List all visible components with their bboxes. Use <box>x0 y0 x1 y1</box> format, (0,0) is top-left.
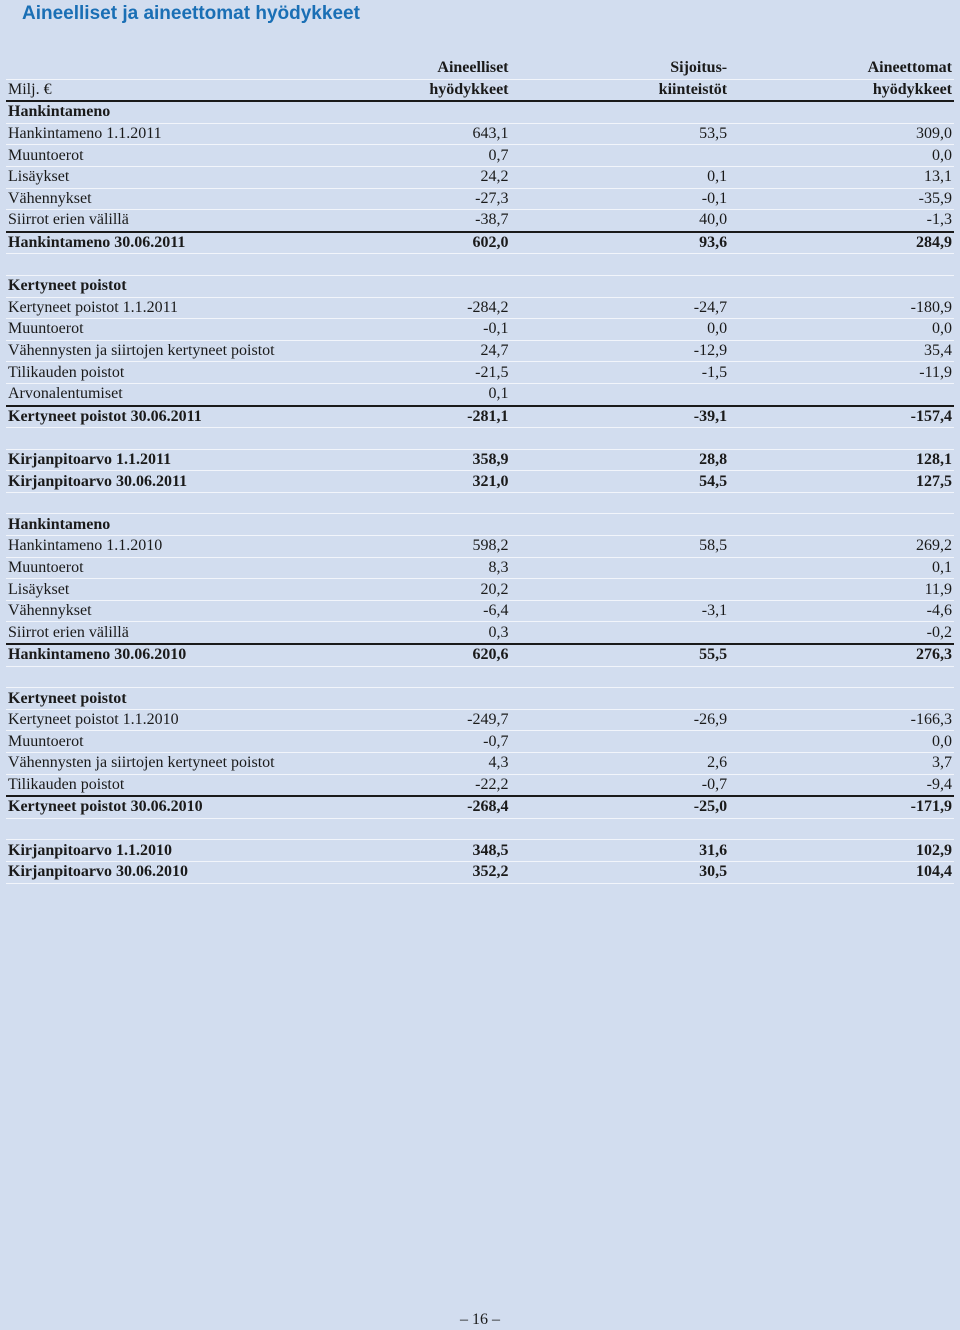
value-cell: 269,2 <box>729 536 954 558</box>
table-row <box>6 861 954 883</box>
value-cell: 127,5 <box>729 471 954 493</box>
value-cell: 40,0 <box>511 210 730 232</box>
value-cell <box>511 818 730 840</box>
row-label: Lisäykset <box>6 579 290 601</box>
row-label: Hankintameno 1.1.2010 <box>6 536 290 558</box>
value-cell: 0,0 <box>729 145 954 167</box>
value-cell <box>729 492 954 514</box>
value-cell: 11,9 <box>729 579 954 601</box>
row-label: Tilikauden poistot <box>6 362 290 384</box>
value-cell: -26,9 <box>511 709 730 731</box>
value-cell <box>511 101 730 123</box>
table-row <box>6 840 954 862</box>
value-cell: -35,9 <box>729 188 954 210</box>
value-cell: 0,7 <box>290 145 511 167</box>
value-cell: -171,9 <box>729 796 954 818</box>
value-cell: 348,5 <box>290 840 511 862</box>
row-label: Kirjanpitoarvo 30.06.2010 <box>6 861 290 883</box>
value-cell <box>511 514 730 536</box>
row-label: Hankintameno <box>6 101 290 123</box>
value-cell <box>511 492 730 514</box>
spacer-row <box>6 428 954 450</box>
value-cell: 24,7 <box>290 340 511 362</box>
value-cell <box>290 428 511 450</box>
value-cell: 0,0 <box>511 319 730 341</box>
value-cell: 284,9 <box>729 232 954 254</box>
unit-label: Milj. € <box>6 79 290 101</box>
value-cell <box>729 101 954 123</box>
row-label: Siirrot erien välillä <box>6 622 290 644</box>
value-cell: 55,5 <box>511 644 730 666</box>
value-cell: 2,6 <box>511 753 730 775</box>
table-row <box>6 166 954 188</box>
table-row <box>6 579 954 601</box>
row-label: Muuntoerot <box>6 731 290 753</box>
row-label: Kertyneet poistot 30.06.2011 <box>6 406 290 428</box>
value-cell: 4,3 <box>290 753 511 775</box>
value-cell <box>290 818 511 840</box>
value-cell: -0,1 <box>511 188 730 210</box>
value-cell: -0,1 <box>290 319 511 341</box>
value-cell: 602,0 <box>290 232 511 254</box>
value-cell: -4,6 <box>729 600 954 622</box>
row-label: Hankintameno 1.1.2011 <box>6 123 290 145</box>
value-cell <box>729 275 954 297</box>
value-cell: 352,2 <box>290 861 511 883</box>
row-label: Muuntoerot <box>6 319 290 341</box>
header-cell: Aineettomat <box>729 58 954 79</box>
table-row <box>6 557 954 579</box>
value-cell <box>729 818 954 840</box>
value-cell: 643,1 <box>290 123 511 145</box>
table-row <box>6 471 954 493</box>
value-cell <box>729 514 954 536</box>
value-cell <box>290 492 511 514</box>
value-cell: -3,1 <box>511 600 730 622</box>
row-label: Kertyneet poistot 30.06.2010 <box>6 796 290 818</box>
value-cell: 321,0 <box>290 471 511 493</box>
value-cell: 58,5 <box>511 536 730 558</box>
table-row <box>6 406 954 428</box>
spacer-row <box>6 254 954 276</box>
row-label: Kertyneet poistot 1.1.2010 <box>6 709 290 731</box>
value-cell <box>290 666 511 688</box>
value-cell: 598,2 <box>290 536 511 558</box>
value-cell <box>729 383 954 405</box>
table-row <box>6 145 954 167</box>
value-cell: 20,2 <box>290 579 511 601</box>
row-label: Kirjanpitoarvo 1.1.2010 <box>6 840 290 862</box>
row-label: Vähennykset <box>6 188 290 210</box>
row-label: Kertyneet poistot <box>6 688 290 710</box>
value-cell <box>511 666 730 688</box>
row-label: Vähennysten ja siirtojen kertyneet poistot <box>6 340 290 362</box>
value-cell <box>729 254 954 276</box>
page-number: – 16 – <box>460 1311 500 1328</box>
table-row <box>6 688 954 710</box>
value-cell: 31,6 <box>511 840 730 862</box>
table-row <box>6 362 954 384</box>
row-label: Kertyneet poistot 1.1.2011 <box>6 297 290 319</box>
value-cell: 0,0 <box>729 319 954 341</box>
value-cell: 53,5 <box>511 123 730 145</box>
header-cell: Aineelliset <box>290 58 511 79</box>
value-cell: 3,7 <box>729 753 954 775</box>
asset-table <box>6 58 954 884</box>
value-cell: 128,1 <box>729 449 954 471</box>
table-row <box>6 210 954 232</box>
header-cell <box>6 58 290 79</box>
value-cell <box>511 254 730 276</box>
value-cell: -0,2 <box>729 622 954 644</box>
row-label: Kertyneet poistot <box>6 275 290 297</box>
table-row <box>6 275 954 297</box>
value-cell: 93,6 <box>511 232 730 254</box>
value-cell: 0,3 <box>290 622 511 644</box>
value-cell: -11,9 <box>729 362 954 384</box>
spacer-row <box>6 666 954 688</box>
value-cell: 30,5 <box>511 861 730 883</box>
value-cell: -12,9 <box>511 340 730 362</box>
row-label: Tilikauden poistot <box>6 774 290 796</box>
value-cell: 276,3 <box>729 644 954 666</box>
value-cell: 0,1 <box>511 166 730 188</box>
value-cell: -249,7 <box>290 709 511 731</box>
value-cell: -38,7 <box>290 210 511 232</box>
row-label <box>6 492 290 514</box>
value-cell: 24,2 <box>290 166 511 188</box>
table-header-row-1 <box>6 58 954 79</box>
row-label: Hankintameno 30.06.2011 <box>6 232 290 254</box>
table-row <box>6 774 954 796</box>
row-label <box>6 428 290 450</box>
row-label: Hankintameno 30.06.2010 <box>6 644 290 666</box>
row-label: Muuntoerot <box>6 145 290 167</box>
value-cell <box>511 731 730 753</box>
table-body <box>6 101 954 883</box>
value-cell: -166,3 <box>729 709 954 731</box>
table-row <box>6 644 954 666</box>
value-cell: 358,9 <box>290 449 511 471</box>
value-cell: 35,4 <box>729 340 954 362</box>
row-label: Arvonalentumiset <box>6 383 290 405</box>
value-cell: -268,4 <box>290 796 511 818</box>
table-row <box>6 796 954 818</box>
table-row <box>6 514 954 536</box>
value-cell: -22,2 <box>290 774 511 796</box>
value-cell: -1,3 <box>729 210 954 232</box>
row-label <box>6 818 290 840</box>
header-cell: hyödykkeet <box>290 79 511 101</box>
value-cell: -0,7 <box>290 731 511 753</box>
table-header-row-2 <box>6 79 954 101</box>
table-row <box>6 449 954 471</box>
value-cell <box>511 579 730 601</box>
value-cell: -6,4 <box>290 600 511 622</box>
value-cell: 104,4 <box>729 861 954 883</box>
value-cell: 0,1 <box>290 383 511 405</box>
page-title: Aineelliset ja aineettomat hyödykkeet <box>22 3 360 24</box>
value-cell: 54,5 <box>511 471 730 493</box>
value-cell: 8,3 <box>290 557 511 579</box>
value-cell: 0,0 <box>729 731 954 753</box>
value-cell: -9,4 <box>729 774 954 796</box>
value-cell <box>290 514 511 536</box>
value-cell: -284,2 <box>290 297 511 319</box>
table-row <box>6 622 954 644</box>
value-cell <box>290 688 511 710</box>
value-cell <box>511 688 730 710</box>
value-cell <box>729 666 954 688</box>
value-cell <box>511 145 730 167</box>
value-cell <box>511 557 730 579</box>
value-cell: 13,1 <box>729 166 954 188</box>
row-label: Hankintameno <box>6 514 290 536</box>
value-cell <box>511 383 730 405</box>
table-row <box>6 188 954 210</box>
value-cell: 620,6 <box>290 644 511 666</box>
spacer-row <box>6 492 954 514</box>
value-cell: 102,9 <box>729 840 954 862</box>
row-label <box>6 254 290 276</box>
value-cell: 309,0 <box>729 123 954 145</box>
value-cell: -180,9 <box>729 297 954 319</box>
table-row <box>6 319 954 341</box>
row-label: Lisäykset <box>6 166 290 188</box>
value-cell: -27,3 <box>290 188 511 210</box>
value-cell <box>290 101 511 123</box>
header-cell: kiinteistöt <box>511 79 730 101</box>
value-cell <box>511 275 730 297</box>
value-cell <box>290 275 511 297</box>
value-cell <box>290 254 511 276</box>
table-row <box>6 536 954 558</box>
row-label <box>6 666 290 688</box>
header-cell: hyödykkeet <box>729 79 954 101</box>
table-row <box>6 101 954 123</box>
table-row <box>6 753 954 775</box>
value-cell <box>729 688 954 710</box>
row-label: Kirjanpitoarvo 1.1.2011 <box>6 449 290 471</box>
table-row <box>6 232 954 254</box>
row-label: Kirjanpitoarvo 30.06.2011 <box>6 471 290 493</box>
table-row <box>6 340 954 362</box>
row-label: Muuntoerot <box>6 557 290 579</box>
value-cell: -1,5 <box>511 362 730 384</box>
value-cell: -157,4 <box>729 406 954 428</box>
value-cell: 28,8 <box>511 449 730 471</box>
value-cell <box>511 622 730 644</box>
value-cell: -24,7 <box>511 297 730 319</box>
table-row <box>6 297 954 319</box>
table-row <box>6 731 954 753</box>
value-cell: -25,0 <box>511 796 730 818</box>
table-row <box>6 600 954 622</box>
header-cell: Sijoitus- <box>511 58 730 79</box>
value-cell: 0,1 <box>729 557 954 579</box>
spacer-row <box>6 818 954 840</box>
value-cell <box>511 428 730 450</box>
row-label: Siirrot erien välillä <box>6 210 290 232</box>
row-label: Vähennykset <box>6 600 290 622</box>
value-cell: -39,1 <box>511 406 730 428</box>
row-label: Vähennysten ja siirtojen kertyneet poistot <box>6 753 290 775</box>
value-cell: -21,5 <box>290 362 511 384</box>
value-cell: -281,1 <box>290 406 511 428</box>
value-cell: -0,7 <box>511 774 730 796</box>
table-row <box>6 709 954 731</box>
table-row <box>6 123 954 145</box>
value-cell <box>729 428 954 450</box>
table-row <box>6 383 954 405</box>
